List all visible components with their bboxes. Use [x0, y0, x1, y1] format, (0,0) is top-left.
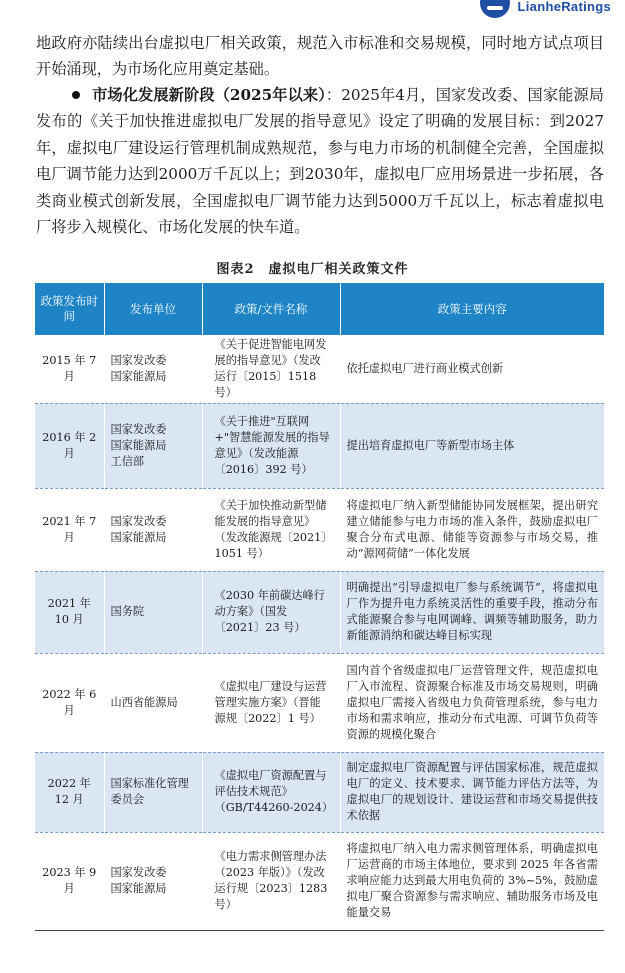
cell-content: 国内首个省级虚拟电厂运营管理文件，规范虚拟电厂入市流程、资源聚合标准及市场交易规则，明确虚拟电厂需接入省级电力负荷管理系统，参与电力市场和需求响应，推动分布式电源、可调节负荷等资源的规模化聚合: [340, 653, 604, 752]
cell-date: 2015 年 7 月: [35, 335, 104, 403]
column-header-date: 政策发布时间: [35, 283, 104, 335]
brand-logo-icon: [480, 0, 510, 18]
cell-issuer: 山西省能源局: [104, 653, 202, 752]
cell-date: 2021 年 7 月: [35, 488, 104, 571]
paragraph-market-stage: [36, 82, 604, 240]
column-header-document: 政策/文件名称: [202, 283, 340, 335]
cell-date: 2022 年 12 月: [35, 752, 104, 832]
brand-name: LianheRatings: [517, 0, 611, 14]
table-row: [35, 403, 604, 488]
brand-logo: [480, 0, 611, 18]
cell-content: 将虚拟电厂纳入新型储能协同发展框架，提出研究建立储能参与电力市场的准入条件，鼓励虚拟电厂聚合分布式电源、储能等资源参与市场交易，推动“源网荷储”一体化发展: [340, 488, 604, 571]
cell-content: 制定虚拟电厂资源配置与评估国家标准，规范虚拟电厂的定义、技术要求、调节能力评估方法等，为虚拟电厂的规划设计、建设运营和市场交易提供技术依据: [340, 752, 604, 832]
column-header-content: 政策主要内容: [340, 283, 604, 335]
bullet-icon: [72, 91, 80, 99]
cell-document: 《电力需求侧管理办法（2023 年版）》（发改运行规〔2023〕1283 号）: [202, 832, 340, 930]
column-header-issuer: 发布单位: [104, 283, 202, 335]
paragraph-intro: 地政府亦陆续出台虚拟电厂相关政策，规范入市标准和交易规模，同时地方试点项目开始涌现，为市场化应用奠定基础。: [36, 34, 604, 79]
table-row: [35, 488, 604, 571]
cell-issuer: 国家发改委 国家能源局: [104, 488, 202, 571]
cell-content: 提出培育虚拟电厂等新型市场主体: [340, 403, 604, 488]
cell-content: 明确提出“引导虚拟电厂参与系统调节”，将虚拟电厂作为提升电力系统灵活性的重要手段，推动分布式能源聚合参与电网调峰、调频等辅助服务，助力新能源消纳和碳达峰目标实现: [340, 571, 604, 653]
table-row: [35, 653, 604, 752]
cell-content: 将虚拟电厂纳入电力需求侧管理体系，明确虚拟电厂运营商的市场主体地位，要求到 2025 年各省需求响应能力达到最大用电负荷的 3%~5%，鼓励虚拟电厂聚合资源参与需求响应、辅助服务市场及电能量交易: [340, 832, 604, 930]
cell-document: 《关于推进"互联网+"智慧能源发展的指导意见》（发改能源〔2016〕392 号）: [202, 403, 340, 488]
cell-issuer: 国家发改委 国家能源局: [104, 335, 202, 403]
table-row: [35, 571, 604, 653]
cell-content: 依托虚拟电厂进行商业模式创新: [340, 335, 604, 403]
table-header-row: [35, 283, 604, 335]
cell-issuer: 国家发改委 国家能源局 工信部: [104, 403, 202, 488]
cell-date: 2021 年 10 月: [35, 571, 104, 653]
policy-table: [35, 283, 604, 931]
paragraph-body: ：2025年4月，国家发改委、国家能源局发布的《关于加快推进虚拟电厂发展的指导意见》设定了明确的发展目标：到2027年，虚拟电厂建设运行管理机制成熟规范，参与电力市场的机制健全完善，全国虚拟电厂调节能力达到2000万千瓦以上；到2030年，虚拟电厂应用场景进一步拓展，各类商业模式创新发展，全国虚拟电厂调节能力达到5000万千瓦以上，标志着虚拟电厂将步入规模化、市场化发展的快车道。: [36, 86, 604, 237]
table-row: [35, 335, 604, 403]
cell-document: 《关于促进智能电网发展的指导意见》（发改运行〔2015〕1518 号）: [202, 335, 340, 403]
cell-document: 《关于加快推动新型储能发展的指导意见》（发改能源规〔2021〕1051 号）: [202, 488, 340, 571]
cell-document: 《虚拟电厂建设与运营管理实施方案》（晋能源规〔2022〕1 号）: [202, 653, 340, 752]
cell-issuer: 国家标准化管理委员会: [104, 752, 202, 832]
figure-caption: 图表2 虚拟电厂相关政策文件: [216, 262, 409, 277]
cell-issuer: 国务院: [104, 571, 202, 653]
cell-document: 《2030 年前碳达峰行动方案》（国发〔2021〕23 号）: [202, 571, 340, 653]
cell-date: 2016 年 2 月: [35, 403, 104, 488]
cell-date: 2023 年 9 月: [35, 832, 104, 930]
table-row: [35, 752, 604, 832]
cell-issuer: 国家发改委 国家能源局: [104, 832, 202, 930]
paragraph-heading: 市场化发展新阶段（2025年以来）: [92, 86, 326, 104]
table-row: [35, 832, 604, 930]
cell-date: 2022 年 6 月: [35, 653, 104, 752]
cell-document: 《虚拟电厂资源配置与评估技术规范》（GB/T44260-2024）: [202, 752, 340, 832]
